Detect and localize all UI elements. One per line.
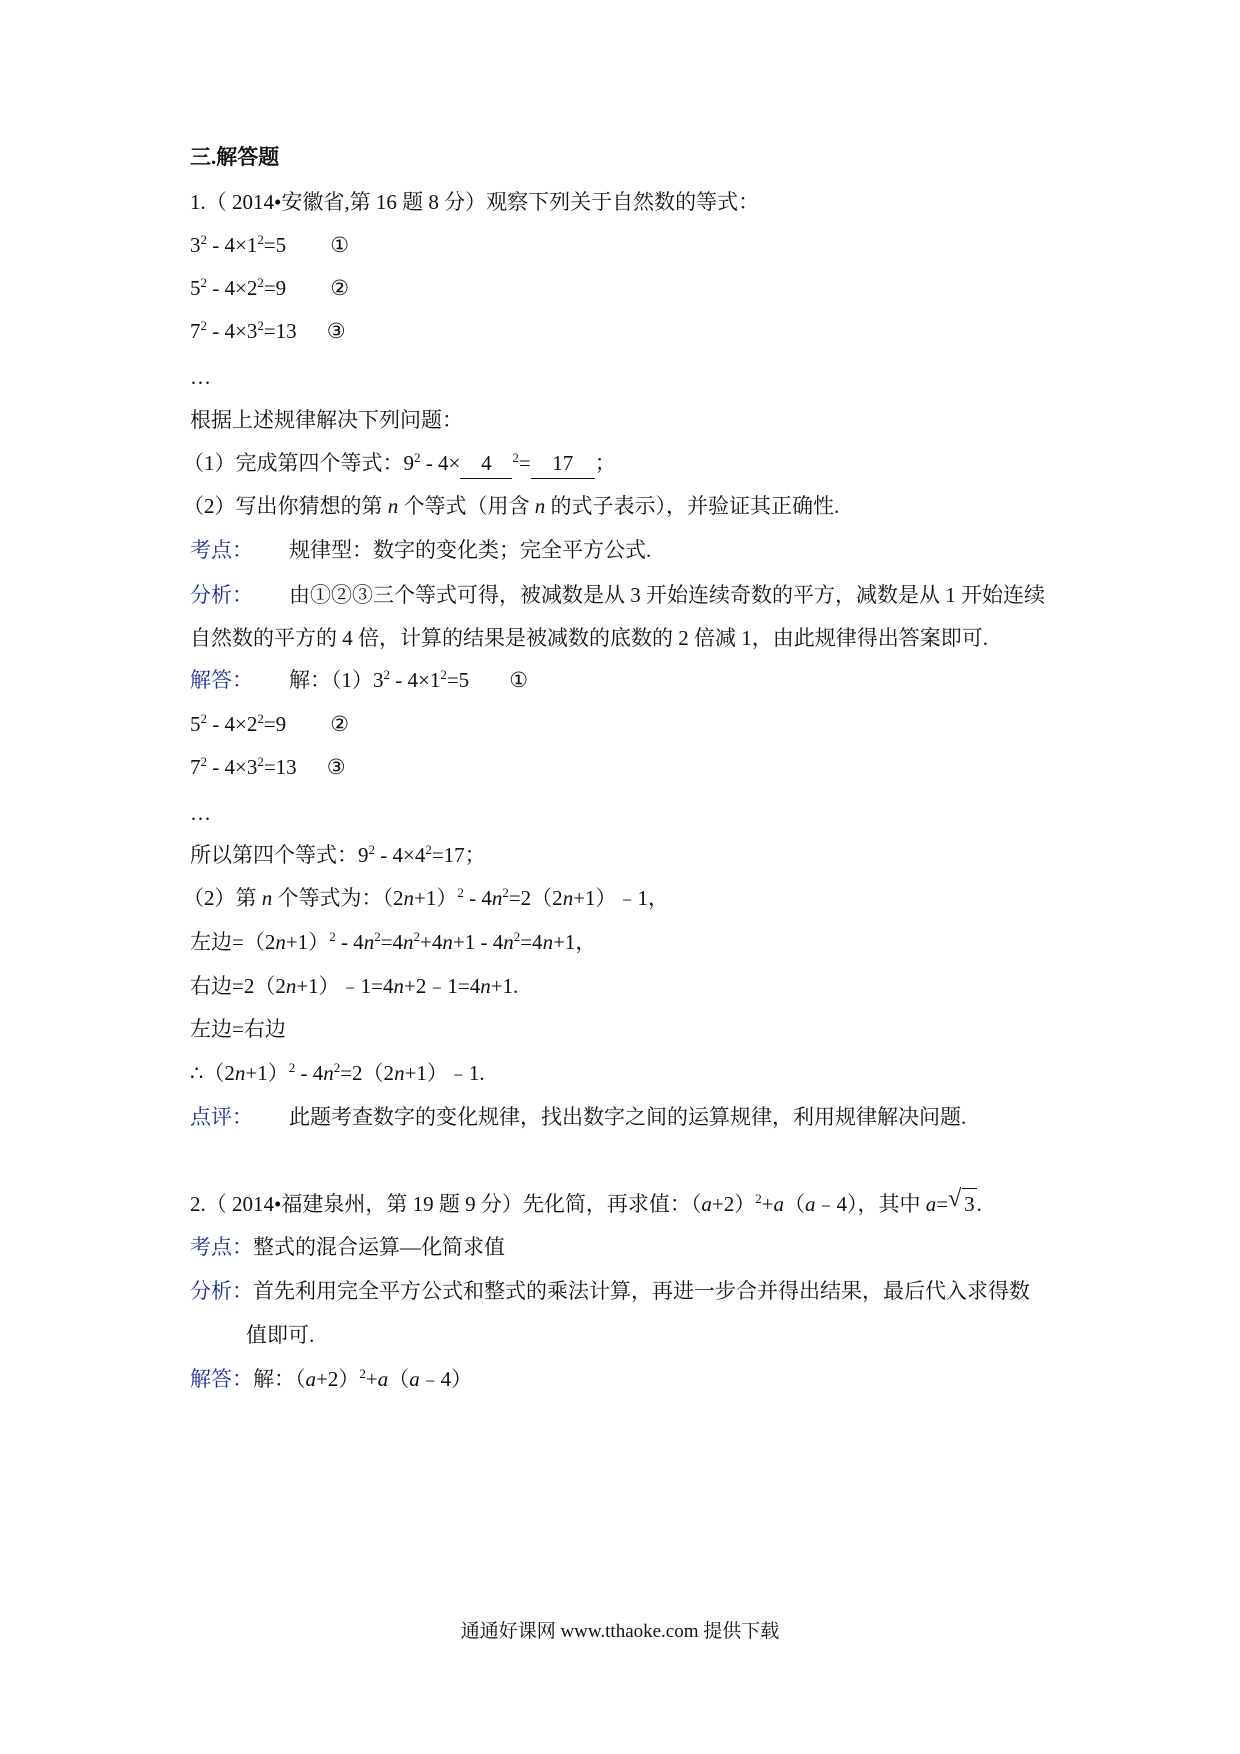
q1-fenxi: 分析： 由①②③三个等式可得，被减数是从 3 开始连续奇数的平方，减数是从 1 开始连续 xyxy=(190,583,1045,607)
kaodian-label: 考点： xyxy=(190,538,253,562)
q1-sol-equation-3: $7^2 - 4\times 3^2=13$ ③ xyxy=(190,754,346,779)
q1-part-2: （2）写出你猜想的第 n 个等式（用含 n 的式子表示），并验证其正确性. xyxy=(183,494,840,518)
jieda-label: 解答： xyxy=(190,1367,253,1391)
q2-fenxi-line-2: 值即可. xyxy=(246,1323,315,1347)
q1-header: 1.（ 2014•安徽省,第 16 题 8 分）观察下列关于自然数的等式： xyxy=(190,190,760,214)
q1-jieda: 解答： 解：$(1)3^2 - 4\times 1^2=5$ ① xyxy=(190,667,529,692)
q2-header: 2.（ 2014•福建泉州，第 19 题 9 分）先化简，再求值：$(a+2)^2+a(a﹣4)$，其中 a= √ 3. xyxy=(190,1188,982,1219)
q1-right-side: 右边=2（2n+1）﹣1=4n+2﹣1=4n+1. xyxy=(190,974,519,998)
q1-fourth-equation: 所以第四个等式：$9^2 - 4\times 4^2=17$； xyxy=(190,842,486,867)
jieda-label: 解答： xyxy=(190,668,253,692)
q2-fenxi: 分析：首先利用完全平方公式和整式的乘法计算，再进一步合并得出结果，最后代入求得数 xyxy=(190,1279,1030,1303)
q1-equation-3: $7^2 - 4\times 3^2=13$ ③ xyxy=(190,318,346,343)
q1-fenxi-line-2: 自然数的平方的 4 倍，计算的结果是被减数的底数的 2 倍减 1，由此规律得出答案即可. xyxy=(190,626,988,650)
q2-jieda: 解答：解：$(a+2)^2+a(a﹣4)$ xyxy=(190,1366,473,1391)
q2-kaodian: 考点：整式的混合运算—化简求值 xyxy=(190,1235,505,1259)
q1-instruction: 根据上述规律解决下列问题： xyxy=(190,408,463,432)
q1-equation-2: $5^2 - 4\times 2^2=9$ ② xyxy=(190,275,350,300)
fenxi-label: 分析： xyxy=(190,1279,253,1303)
q1-sol-ellipsis: … xyxy=(190,801,211,825)
page-footer: 通通好课网 www.tthaoke.com 提供下载 xyxy=(460,1621,780,1642)
kaodian-label: 考点： xyxy=(190,1235,253,1259)
q1-therefore: $\therefore(2n+1)^2$ - $4n^2=2(2n+1)﹣1$. xyxy=(190,1060,485,1085)
q1-kaodian: 考点： 规律型：数字的变化类；完全平方公式. xyxy=(190,538,652,562)
answer-blank-1: 4 xyxy=(460,448,512,479)
q1-nth-equation: （2）第 n 个等式为：$(2n+1)^2$ - $4n^2=2(2n+1)﹣1$， xyxy=(183,885,670,910)
section-title: 三.解答题 xyxy=(190,145,280,169)
q1-equation-1: $3^2 - 4\times 1^2=5$ ① xyxy=(190,232,350,257)
q1-left-side: 左边$=(2n+1)^2 - 4n^2=4n^2+4n+1 - 4n^2=4n+1$， xyxy=(190,929,597,954)
q1-ellipsis: … xyxy=(190,365,211,389)
fenxi-label: 分析： xyxy=(190,583,253,607)
q1-part-1: （1）完成第四个等式：$9^2 - 4\times 4$ $^2$= 17 ； xyxy=(183,448,616,479)
sqrt-symbol: √ 3 xyxy=(948,1188,977,1219)
answer-blank-2: 17 xyxy=(531,448,595,479)
dianping-label: 点评： xyxy=(190,1105,253,1129)
q1-dianping: 点评： 此题考查数字的变化规律，找出数字之间的运算规律，利用规律解决问题. xyxy=(190,1105,967,1129)
q1-equal: 左边=右边 xyxy=(190,1017,286,1041)
q1-sol-equation-2: $5^2 - 4\times 2^2=9$ ② xyxy=(190,711,350,736)
